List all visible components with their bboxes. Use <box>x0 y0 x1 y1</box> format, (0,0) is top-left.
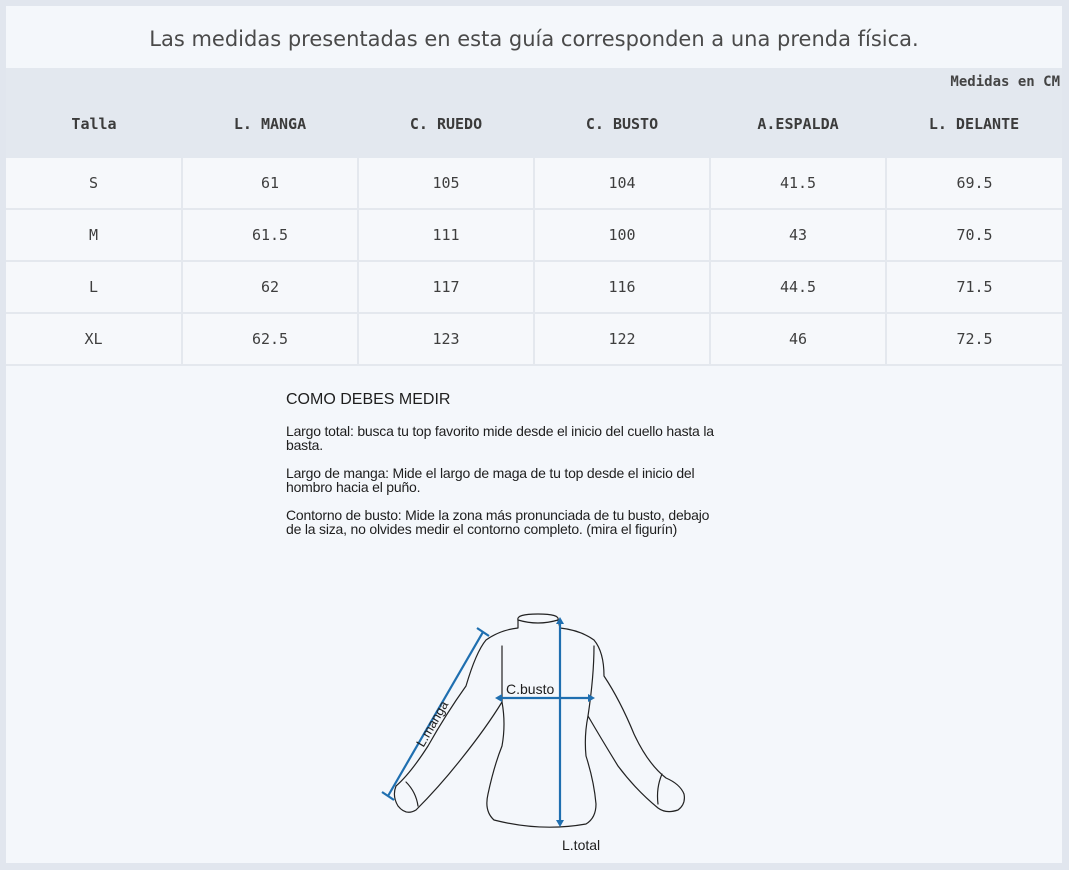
units-bar <box>6 68 1062 98</box>
cell-a-espalda: 41.5 <box>710 158 886 209</box>
busto-label: C.busto <box>506 681 555 697</box>
manga-label: L.manga <box>412 698 452 750</box>
guide-title: COMO DEBES MEDIR <box>286 391 451 408</box>
cell-l-manga: 61.5 <box>182 209 358 261</box>
size-guide-panel <box>6 6 1062 863</box>
header-l-manga: L. MANGA <box>182 98 358 158</box>
cell-c-ruedo: 117 <box>358 261 534 313</box>
table-header-row <box>6 98 1062 158</box>
guide-paragraph-largo-total <box>286 425 806 452</box>
cell-l-manga: 62.5 <box>182 313 358 365</box>
cell-c-busto: 116 <box>534 261 710 313</box>
guide-line: basta. <box>286 436 323 453</box>
guide-line: Contorno de busto: Mide la zona más pronunciada de tu busto, debajo <box>286 507 710 523</box>
cell-c-busto: 122 <box>534 313 710 365</box>
cell-c-ruedo: 105 <box>358 158 534 209</box>
guide-line: Largo de manga: Mide el largo de maga de tu top desde el inicio del <box>286 465 695 481</box>
cell-a-espalda: 43 <box>710 209 886 261</box>
cell-l-manga: 61 <box>182 158 358 209</box>
guide-line: Largo total: busca tu top favorito mide desde el inicio del cuello hasta la <box>286 423 714 439</box>
units-label: Medidas en CM <box>950 74 1060 90</box>
cell-talla: S <box>6 158 182 209</box>
busto-arrow-left <box>495 694 502 702</box>
cell-l-manga: 62 <box>182 261 358 313</box>
cell-l-delante: 70.5 <box>886 209 1062 261</box>
notice-text: Las medidas presentadas en esta guía corresponden a una prenda física. <box>149 27 919 51</box>
header-a-espalda: A.ESPALDA <box>710 98 886 158</box>
cell-l-delante: 72.5 <box>886 313 1062 365</box>
cell-c-busto: 104 <box>534 158 710 209</box>
busto-arrow-right <box>588 694 595 702</box>
table-row <box>6 209 1062 261</box>
manga-cap-bottom <box>382 792 394 800</box>
garment-figure <box>366 606 706 861</box>
guide-paragraph-largo-manga <box>286 467 806 494</box>
total-label: L.total <box>562 837 601 853</box>
cell-talla: XL <box>6 313 182 365</box>
cell-l-delante: 71.5 <box>886 261 1062 313</box>
measuring-guide <box>286 391 806 551</box>
cell-l-delante: 69.5 <box>886 158 1062 209</box>
header-c-busto: C. BUSTO <box>534 98 710 158</box>
guide-line: de la siza, no olvides medir el contorno completo. (mira el figurín) <box>286 520 678 537</box>
table-row <box>6 158 1062 209</box>
table-row <box>6 261 1062 313</box>
header-talla: Talla <box>6 98 182 158</box>
table-row <box>6 313 1062 365</box>
cell-a-espalda: 44.5 <box>710 261 886 313</box>
manga-cap-top <box>477 628 489 636</box>
cell-c-ruedo: 123 <box>358 313 534 365</box>
header-l-delante: L. DELANTE <box>886 98 1062 158</box>
cell-talla: L <box>6 261 182 313</box>
cell-c-ruedo: 111 <box>358 209 534 261</box>
header-c-ruedo: C. RUEDO <box>358 98 534 158</box>
cell-talla: M <box>6 209 182 261</box>
cell-a-espalda: 46 <box>710 313 886 365</box>
size-table <box>6 98 1062 366</box>
guide-line: hombro hacia el puño. <box>286 478 421 495</box>
cell-c-busto: 100 <box>534 209 710 261</box>
total-arrow-bottom <box>556 820 564 827</box>
guide-paragraph-contorno-busto <box>286 509 806 536</box>
